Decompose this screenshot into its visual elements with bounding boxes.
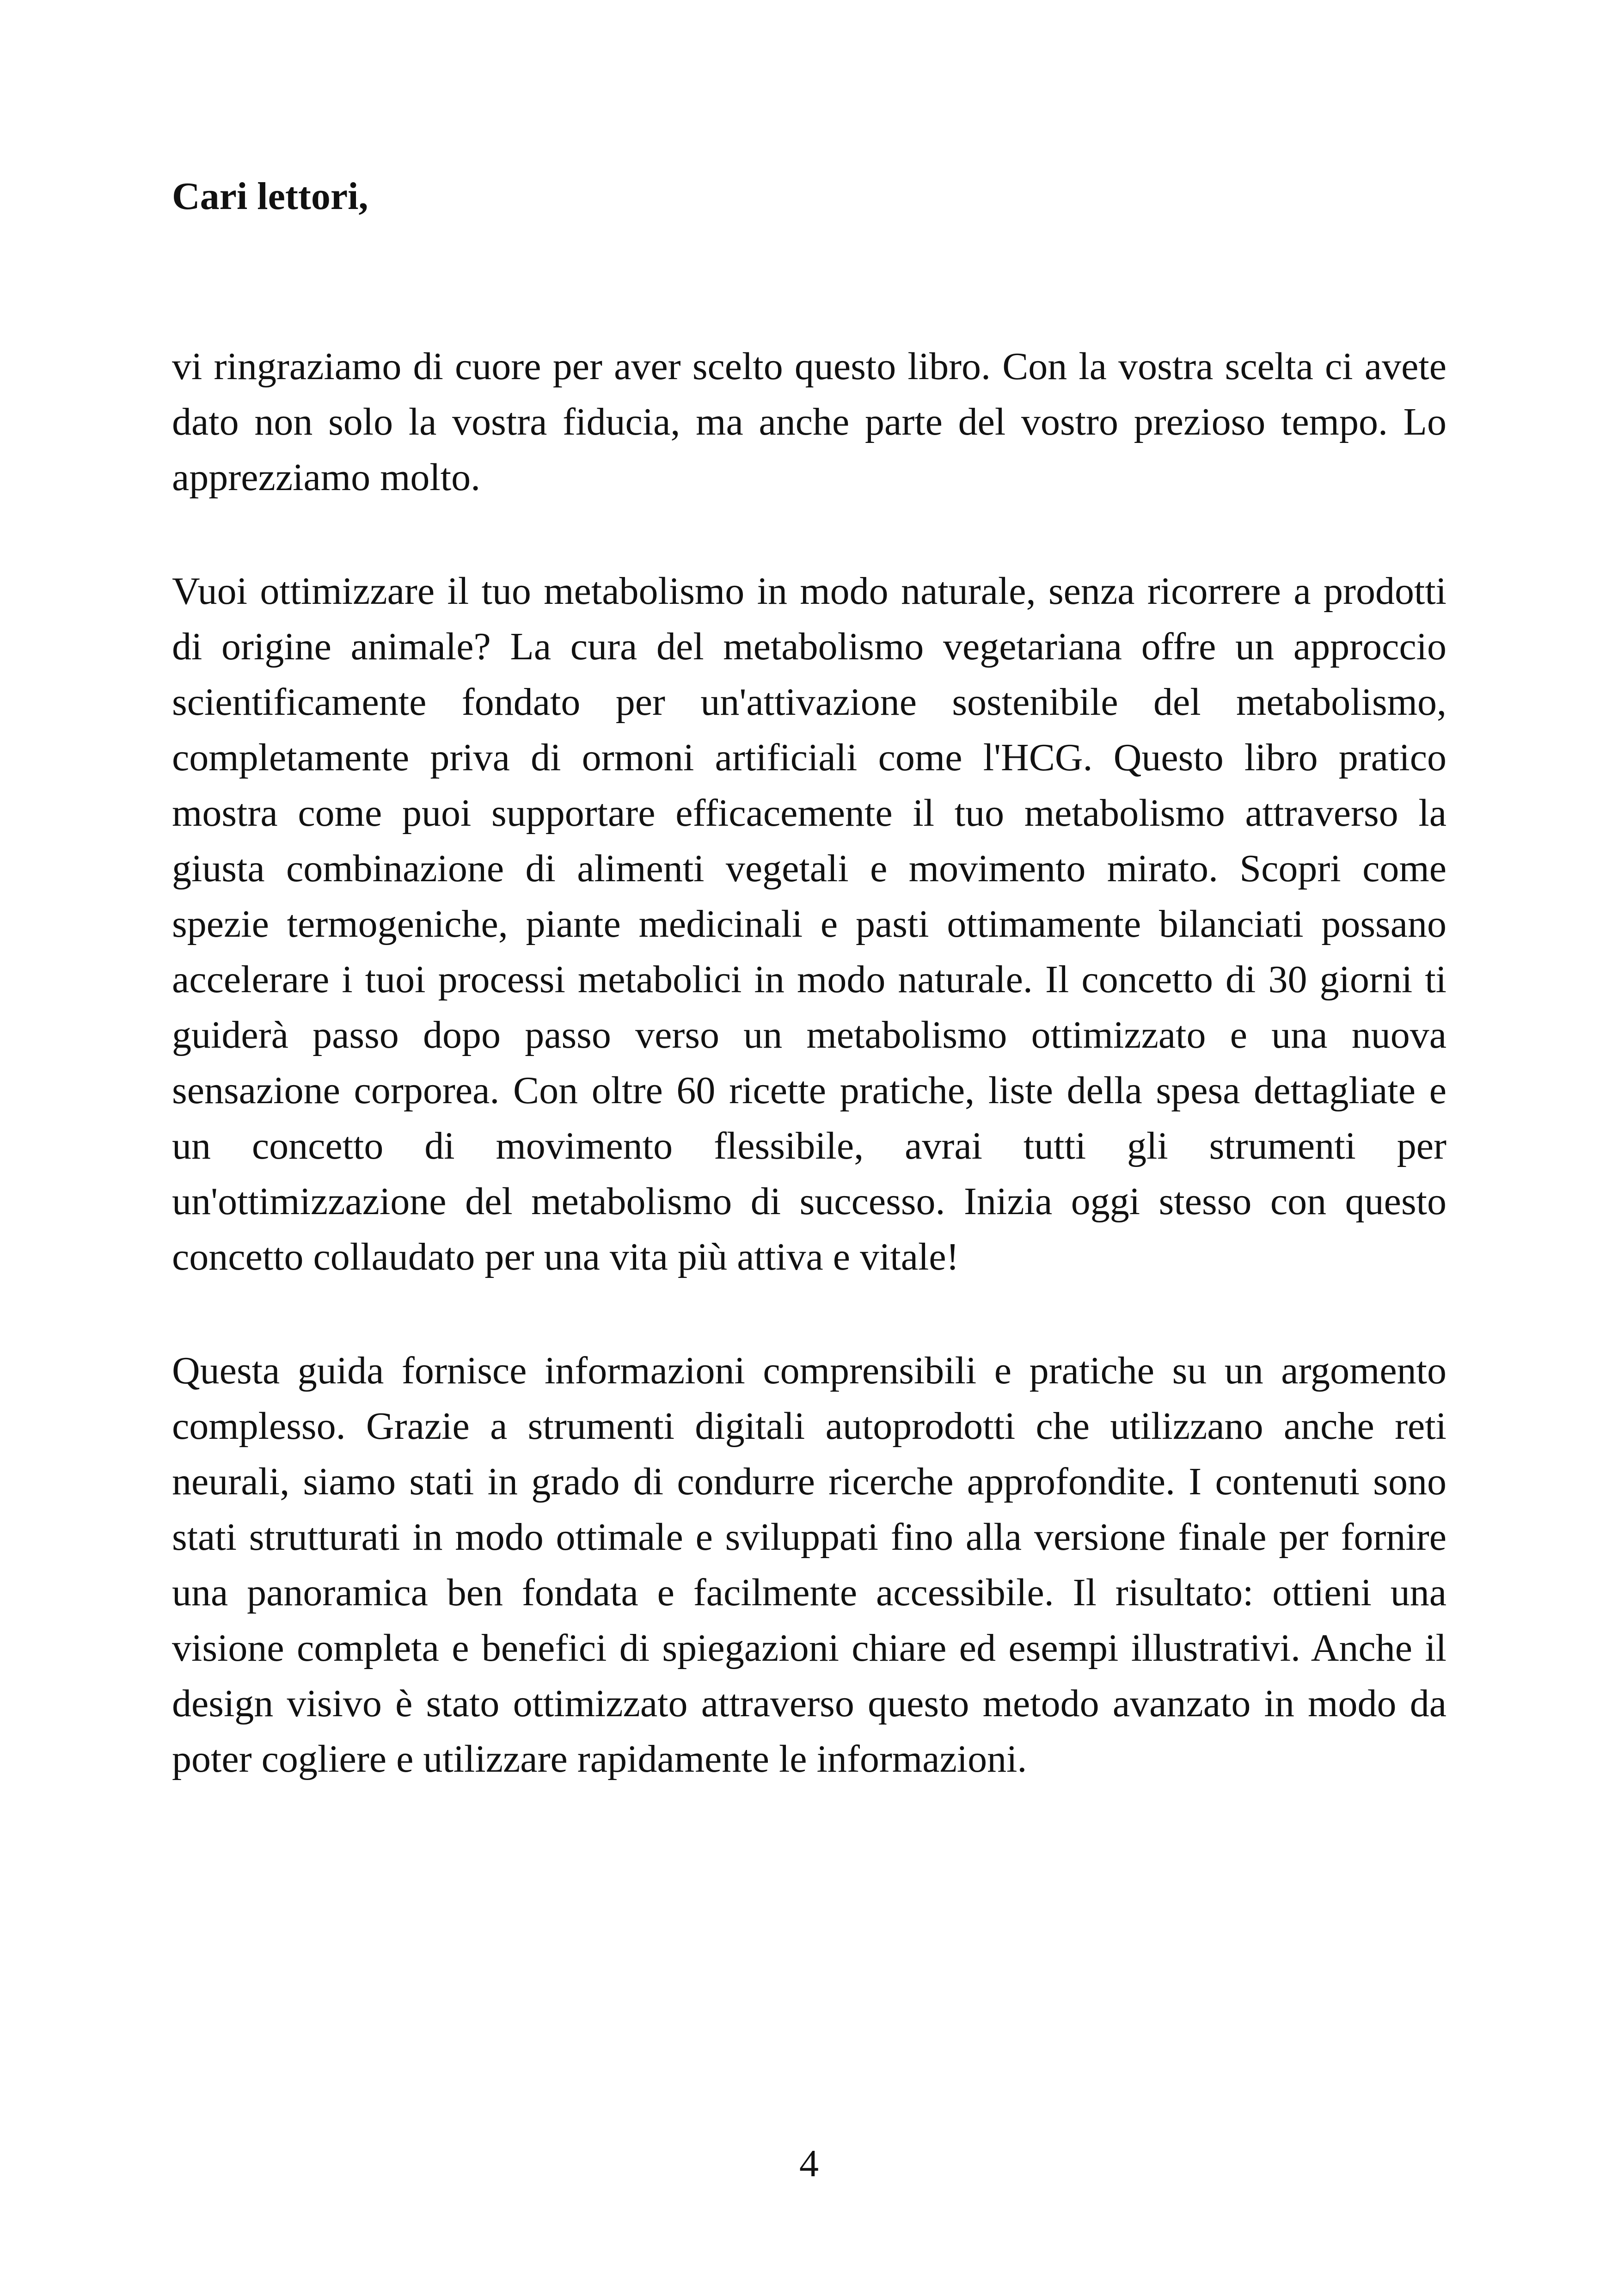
salutation-heading: Cari lettori, (172, 175, 368, 218)
paragraph-thanks: vi ringraziamo di cuore per aver scelto questo libro. Con la vostra scelta ci avete dato non solo la vostra fiducia, ma anche parte del vostro prezioso tempo. Lo apprezziamo molto. (172, 345, 1446, 499)
paragraph-description: Vuoi ottimizzare il tuo metabolismo in modo naturale, senza ricorrere a prodotti di origine animale? La cura del metabolismo vegetariana offre un approccio scientificamente fondato per un'attivazione sostenibile del metabolismo, completamente priva di ormoni artificiali come l'HCG. Questo libro pratico mostra come puoi supportare efficacemente il tuo metabolismo attraverso la giusta combinazione di alimenti vegetali e movimento mirato. Scopri come spezie termogeniche, piante medicinali e pasti ottimamente bilanciati possano accelerare i tuoi processi metabolici in modo naturale. Il concetto di 30 giorni ti guiderà passo dopo passo verso un metabolismo ottimizzato e una nuova sensazione corporea. Con oltre 60 ricette pratiche, liste della spesa dettagliate e un concetto di movimento flessibile, avrai tutti gli strumenti per un'ottimizzazione del metabolismo di successo. Inizia oggi stesso con questo concetto collaudato per una vita più attiva e vitale! (172, 570, 1446, 1278)
page-number: 4 (799, 2142, 819, 2185)
paragraph-guide-info: Questa guida fornisce informazioni comprensibili e pratiche su un argomento complesso. Grazie a strumenti digitali autoprodotti che utilizzano anche reti neurali, siamo stati in grado di condurre ricerche approfondite. I contenuti sono stati strutturati in modo ottimale e sviluppati fino alla versione finale per fornire una panoramica ben fondata e facilmente accessibile. Il risultato: ottieni una visione completa e benefici di spiegazioni chiare ed esempi illustrativi. Anche il design visivo è stato ottimizzato attraverso questo metodo avanzato in modo da poter cogliere e utilizzare rapidamente le informazioni. (172, 1349, 1446, 1780)
body-text (172, 339, 1446, 1845)
